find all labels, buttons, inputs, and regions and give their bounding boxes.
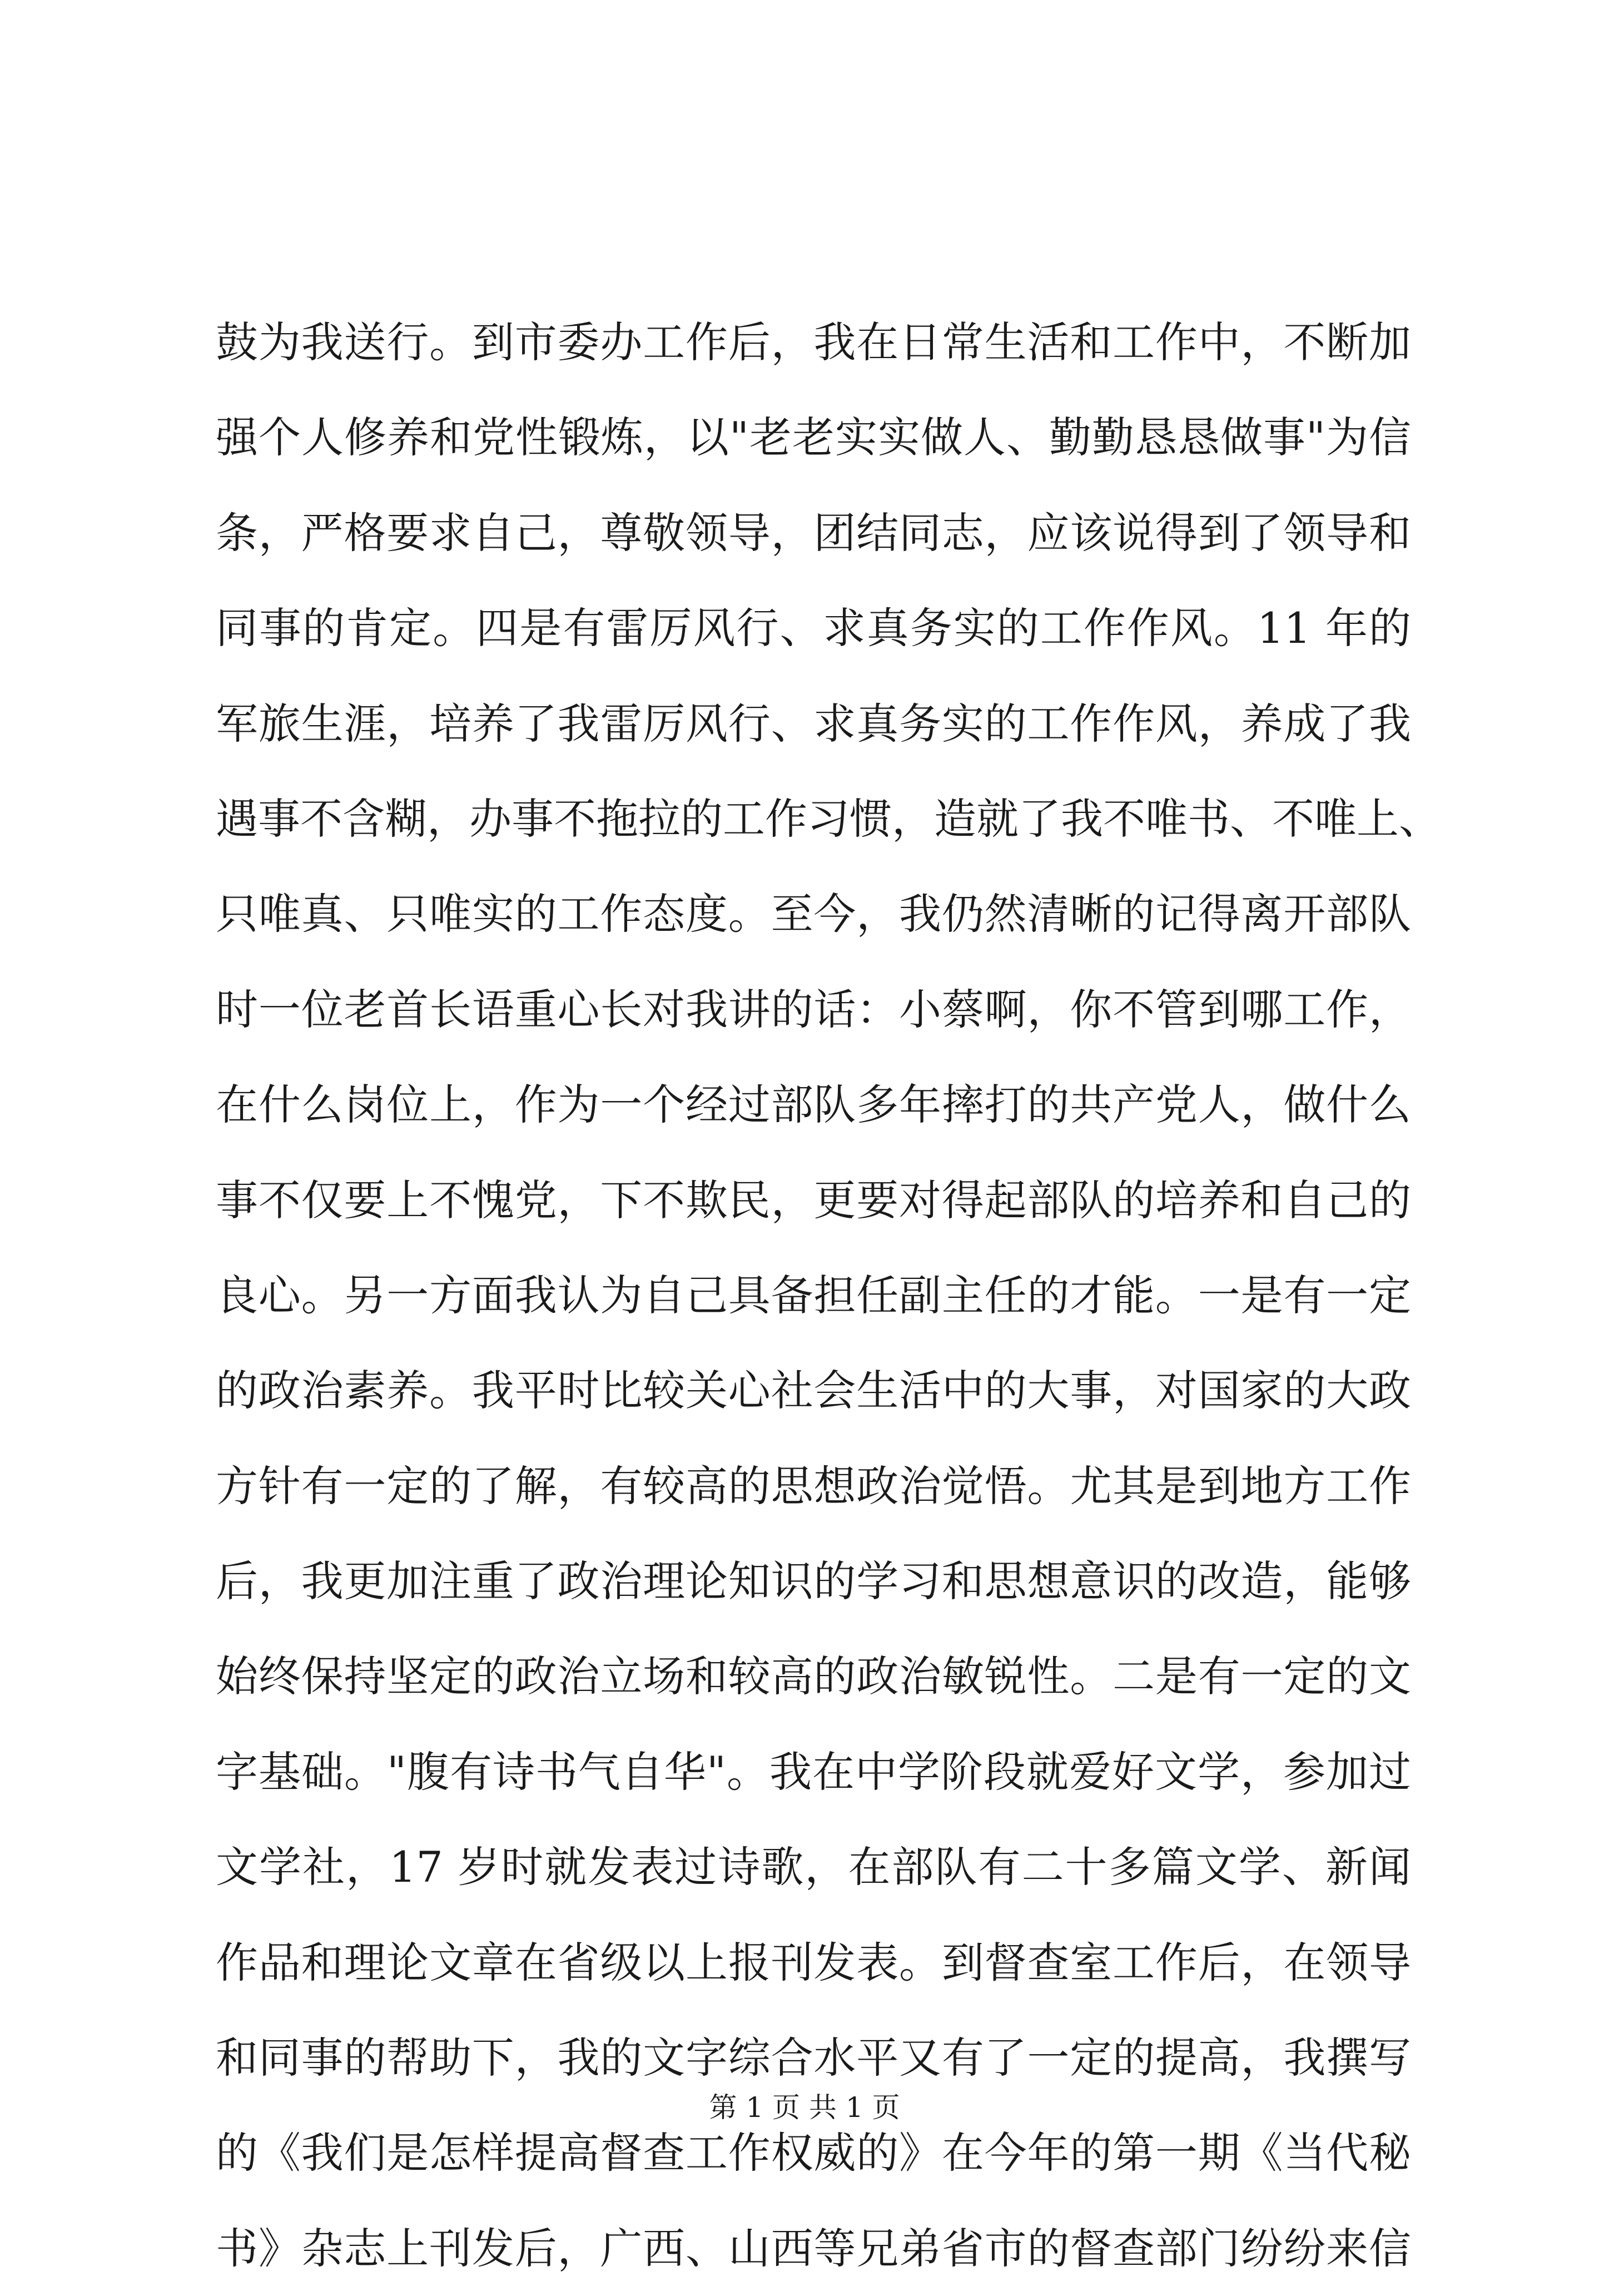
text-line: 鼓为我送行。到市委办工作后，我在日常生活和工作中，不断加 — [216, 318, 1411, 367]
text-line: 军旅生涯，培养了我雷厉风行、求真务实的工作作风，养成了我 — [216, 698, 1411, 748]
page-footer: 第 1 页 共 1 页 — [709, 2091, 900, 2124]
text-line: 良心。另一方面我认为自己具备担任副主任的才能。一是有一定 — [216, 1270, 1411, 1320]
text-line: 只唯真、只唯实的工作态度。至今，我仍然清晰的记得离开部队 — [216, 889, 1411, 939]
text-line: 同事的肯定。四是有雷厉风行、求真务实的工作作风。11 年的 — [216, 603, 1411, 653]
text-line: 遇事不含糊，办事不拖拉的工作习惯，造就了我不唯书、不唯上、 — [216, 794, 1441, 844]
text-line: 条，严格要求自己，尊敬领导，团结同志，应该说得到了领导和 — [216, 508, 1411, 558]
text-line: 始终保持坚定的政治立场和较高的政治敏锐性。二是有一定的文 — [216, 1652, 1411, 1702]
text-line: 和同事的帮助下，我的文字综合水平又有了一定的提高，我撰写 — [216, 2033, 1411, 2083]
text-line: 文学社，17 岁时就发表过诗歌，在部队有二十多篇文学、新闻 — [216, 1842, 1411, 1892]
body-text — [216, 295, 1441, 2296]
text-line: 时一位老首长语重心长对我讲的话：小蔡啊，你不管到哪工作， — [216, 984, 1411, 1034]
text-line: 方针有一定的了解，有较高的思想政治觉悟。尤其是到地方工作 — [216, 1461, 1411, 1511]
text-line: 书》杂志上刊发后，广西、山西等兄弟省市的督查部门纷纷来信 — [216, 2223, 1411, 2273]
text-line: 强个人修养和党性锻炼，以"老老实实做人、勤勤恳恳做事"为信 — [216, 413, 1411, 463]
text-line: 在什么岗位上，作为一个经过部队多年摔打的共产党人，做什么 — [216, 1080, 1411, 1130]
text-line: 字基础。"腹有诗书气自华"。我在中学阶段就爱好文学，参加过 — [216, 1747, 1411, 1797]
text-line: 的《我们是怎样提高督查工作权威的》在今年的第一期《当代秘 — [216, 2128, 1411, 2178]
text-line: 作品和理论文章在省级以上报刊发表。到督查室工作后，在领导 — [216, 1937, 1411, 1987]
text-line: 事不仅要上不愧党，下不欺民，更要对得起部队的培养和自己的 — [216, 1175, 1411, 1225]
text-line: 后，我更加注重了政治理论知识的学习和思想意识的改造，能够 — [216, 1556, 1411, 1606]
text-line: 的政治素养。我平时比较关心社会生活中的大事，对国家的大政 — [216, 1366, 1411, 1416]
